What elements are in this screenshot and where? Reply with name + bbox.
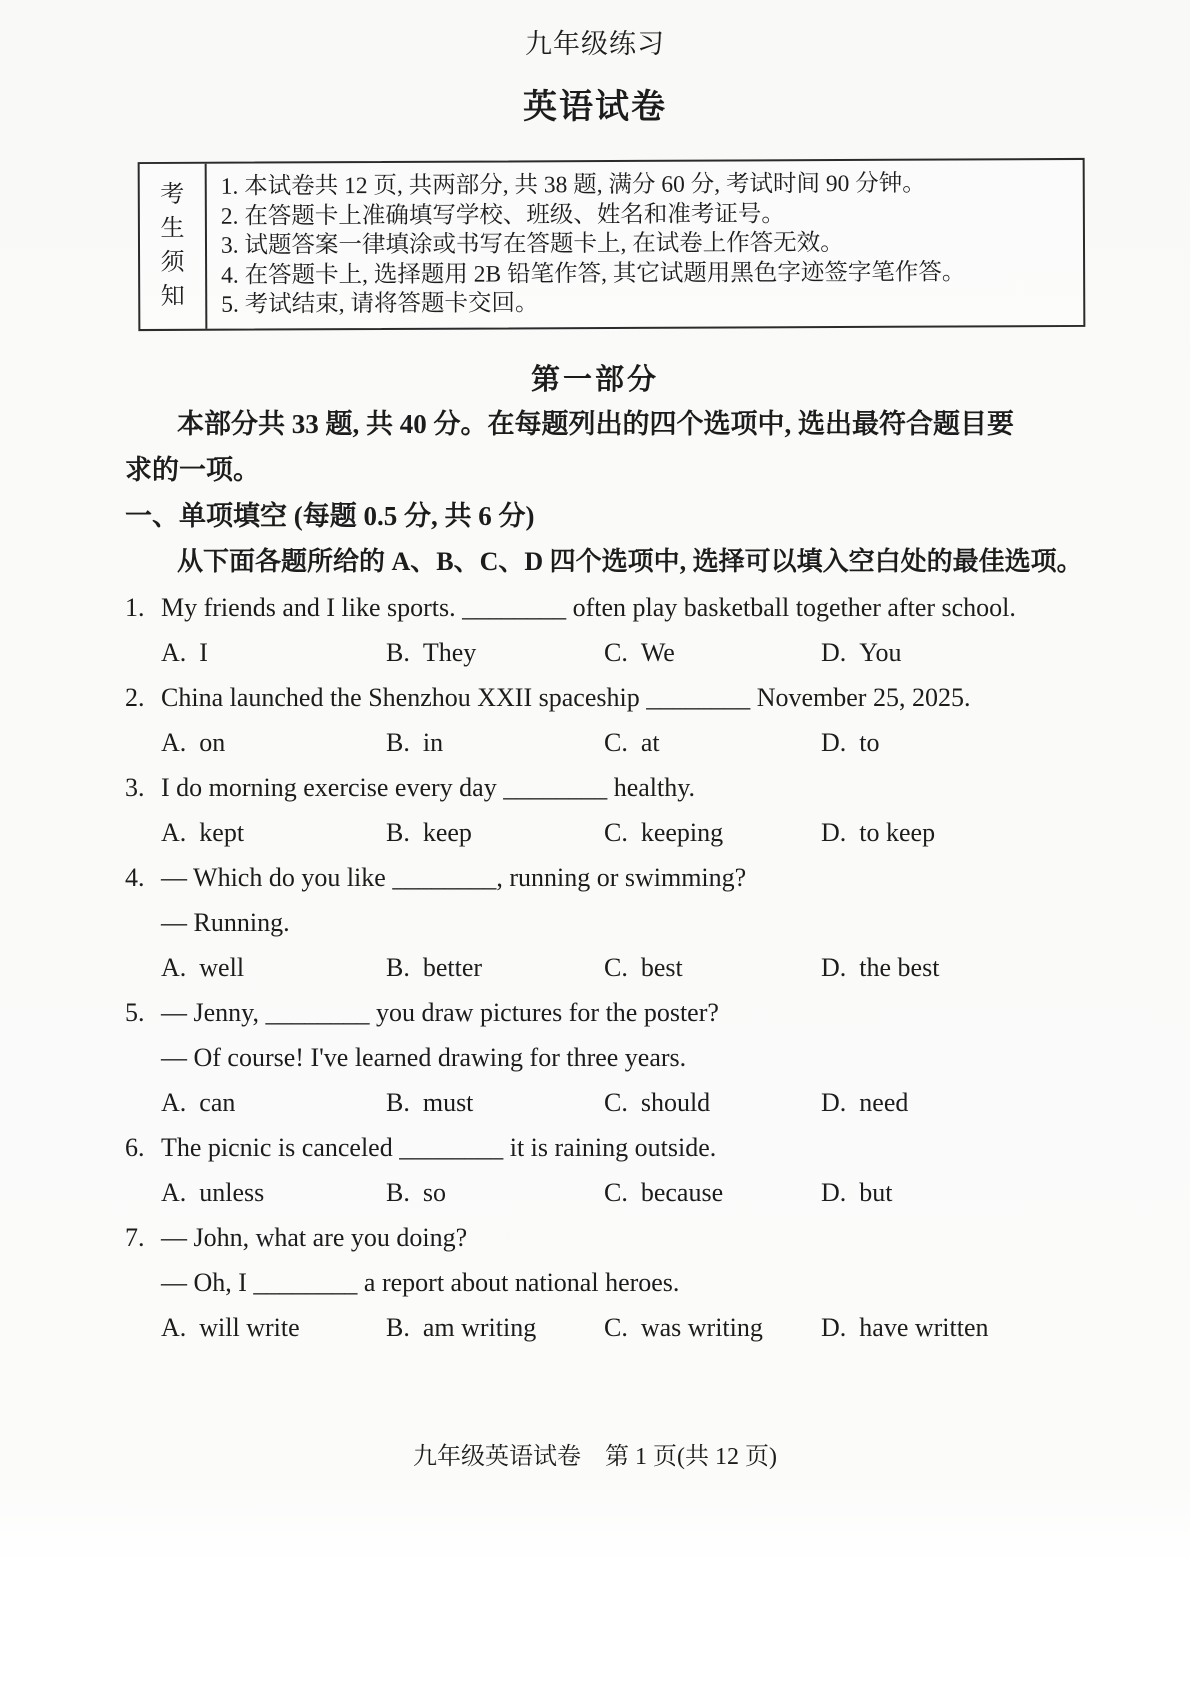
- notice-items: [207, 160, 976, 328]
- option-label: C.: [604, 952, 628, 982]
- paper-title: 英语试卷: [523, 89, 667, 126]
- question-5-stem: [125, 990, 1150, 1035]
- part1-intro-line2: 求的一项。: [125, 454, 260, 485]
- question-5-reply: — Of course! I've learned drawing for three years.: [161, 1042, 687, 1072]
- question-3-stem: [125, 765, 1150, 810]
- option-c: [604, 810, 723, 855]
- option-label: B.: [386, 952, 410, 982]
- part1-intro-line1: 本部分共 33 题, 共 40 分。在每题列出的四个选项中, 选出最符合题目要: [177, 408, 1014, 439]
- notice-item: 5. 考试结束, 请将答题卡交回。: [221, 290, 539, 319]
- option-label: D.: [821, 1087, 847, 1117]
- option-label: A.: [161, 952, 187, 982]
- option-text: better: [422, 952, 483, 982]
- option-label: B.: [386, 817, 410, 847]
- option-text: They: [422, 637, 477, 667]
- option-text: I: [199, 637, 208, 667]
- notice-item: 1. 本试卷共 12 页, 共两部分, 共 38 题, 满分 60 分, 考试时间 90 分钟。: [220, 170, 926, 200]
- option-label: C.: [604, 817, 628, 847]
- option-label: C.: [604, 1312, 628, 1342]
- option-text: to: [859, 727, 880, 757]
- notice-item: 4. 在答题卡上, 选择题用 2B 铅笔作答, 其它试题用黑色字迹签字笔作答。: [221, 259, 966, 289]
- option-a: [161, 630, 208, 675]
- question-text: My friends and I like sports. ________ often play basketball together after school.: [161, 592, 1016, 622]
- question-text: The picnic is canceled ________ it is raining outside.: [161, 1132, 717, 1162]
- option-text: at: [640, 727, 660, 757]
- option-label: D.: [821, 637, 847, 667]
- question-number: 7.: [125, 1222, 145, 1252]
- question-text: — John, what are you doing?: [161, 1222, 468, 1252]
- question-text: I do morning exercise every day ________ healthy.: [161, 772, 696, 802]
- option-text: You: [859, 637, 902, 667]
- option-d: [821, 720, 880, 765]
- option-d: [821, 1305, 989, 1350]
- option-text: to keep: [859, 817, 936, 847]
- question-number: 5.: [125, 997, 145, 1027]
- option-text: will write: [199, 1312, 300, 1342]
- question-6-options: [125, 1170, 1150, 1215]
- option-a: [161, 1170, 264, 1215]
- question-7-reply: — Oh, I ________ a report about national heroes.: [161, 1267, 680, 1297]
- section1-heading: 一、单项填空 (每题 0.5 分, 共 6 分): [125, 500, 535, 531]
- question-4-stem: [125, 855, 1150, 900]
- option-c: [604, 1080, 710, 1125]
- option-text: should: [640, 1087, 711, 1117]
- option-d: [821, 945, 939, 990]
- option-b: [386, 810, 472, 855]
- option-text: the best: [859, 952, 940, 982]
- notice-side-char: 知: [160, 284, 185, 311]
- option-b: [386, 1170, 446, 1215]
- option-label: D.: [821, 817, 847, 847]
- option-a: [161, 1305, 300, 1350]
- option-label: C.: [604, 1087, 628, 1117]
- option-text: in: [422, 727, 444, 757]
- option-d: [821, 630, 901, 675]
- paper-kicker: 九年级练习: [525, 29, 665, 59]
- option-c: [604, 720, 660, 765]
- notice-side-char: 生: [160, 216, 185, 243]
- option-label: A.: [161, 1177, 187, 1207]
- option-a: [161, 810, 244, 855]
- option-label: B.: [386, 727, 410, 757]
- option-label: B.: [386, 1177, 410, 1207]
- option-b: [386, 630, 476, 675]
- option-label: C.: [604, 1177, 628, 1207]
- option-label: B.: [386, 1312, 410, 1342]
- question-text: — Which do you like ________, running or swimming?: [161, 862, 747, 892]
- option-label: A.: [161, 1087, 187, 1117]
- option-text: was writing: [640, 1312, 763, 1342]
- page-footer: 九年级英语试卷 第 1 页(共 12 页): [413, 1443, 777, 1470]
- question-number: 2.: [125, 682, 145, 712]
- option-text: can: [199, 1087, 236, 1117]
- question-7-options: [125, 1305, 1150, 1350]
- option-label: A.: [161, 727, 187, 757]
- option-label: B.: [386, 637, 410, 667]
- candidate-notice-box: [138, 158, 1086, 331]
- option-d: [821, 1170, 893, 1215]
- option-label: C.: [604, 727, 628, 757]
- option-text: must: [422, 1087, 474, 1117]
- option-label: A.: [161, 817, 187, 847]
- question-3-options: [125, 810, 1150, 855]
- option-text: We: [640, 637, 675, 667]
- option-text: keep: [422, 817, 472, 847]
- notice-side-char: 须: [160, 250, 185, 277]
- option-text: but: [859, 1177, 893, 1207]
- option-c: [604, 630, 675, 675]
- option-label: D.: [821, 727, 847, 757]
- option-a: [161, 1080, 235, 1125]
- option-b: [386, 945, 482, 990]
- option-label: D.: [821, 952, 847, 982]
- question-1-stem: [125, 585, 1150, 630]
- option-text: kept: [199, 817, 245, 847]
- option-text: on: [199, 727, 226, 757]
- option-text: best: [640, 952, 683, 982]
- question-text: China launched the Shenzhou XXII spaceship ________ November 25, 2025.: [161, 682, 971, 712]
- notice-item: 3. 试题答案一律填涂或书写在答题卡上, 在试卷上作答无效。: [220, 230, 844, 259]
- option-b: [386, 720, 443, 765]
- option-text: need: [859, 1087, 909, 1117]
- option-text: so: [422, 1177, 446, 1207]
- question-number: 1.: [125, 592, 145, 622]
- part1-heading: 第一部分: [530, 363, 659, 396]
- notice-side-char: 考: [160, 182, 185, 209]
- question-text: — Jenny, ________ you draw pictures for the poster?: [161, 997, 719, 1027]
- question-4-reply: — Running.: [161, 907, 290, 937]
- option-label: A.: [161, 637, 187, 667]
- option-label: D.: [821, 1177, 847, 1207]
- option-a: [161, 720, 225, 765]
- question-number: 6.: [125, 1132, 145, 1162]
- option-d: [821, 810, 935, 855]
- option-text: because: [640, 1177, 724, 1207]
- notice-item: 2. 在答题卡上准确填写学校、班级、姓名和准考证号。: [220, 200, 785, 230]
- option-label: A.: [161, 1312, 187, 1342]
- section1-instruction: 从下面各题所给的 A、B、C、D 四个选项中, 选择可以填入空白处的最佳选项。: [177, 546, 1083, 576]
- option-c: [604, 1170, 723, 1215]
- question-number: 4.: [125, 862, 145, 892]
- option-text: well: [199, 952, 245, 982]
- option-text: unless: [199, 1177, 265, 1207]
- option-b: [386, 1305, 536, 1350]
- question-6-stem: [125, 1125, 1150, 1170]
- question-1-options: [125, 630, 1150, 675]
- option-c: [604, 1305, 763, 1350]
- question-number: 3.: [125, 772, 145, 802]
- question-4-options: [125, 945, 1150, 990]
- option-b: [386, 1080, 473, 1125]
- option-text: am writing: [422, 1312, 537, 1342]
- question-2-stem: [125, 675, 1150, 720]
- option-label: C.: [604, 637, 628, 667]
- option-label: D.: [821, 1312, 847, 1342]
- part1-content: [125, 401, 1150, 1350]
- option-label: B.: [386, 1087, 410, 1117]
- option-c: [604, 945, 683, 990]
- question-7-stem: [125, 1215, 1150, 1260]
- option-a: [161, 945, 244, 990]
- question-2-options: [125, 720, 1150, 765]
- option-d: [821, 1080, 908, 1125]
- question-5-options: [125, 1080, 1150, 1125]
- option-text: keeping: [640, 817, 724, 847]
- notice-side-label: [140, 164, 208, 329]
- option-text: have written: [859, 1312, 989, 1342]
